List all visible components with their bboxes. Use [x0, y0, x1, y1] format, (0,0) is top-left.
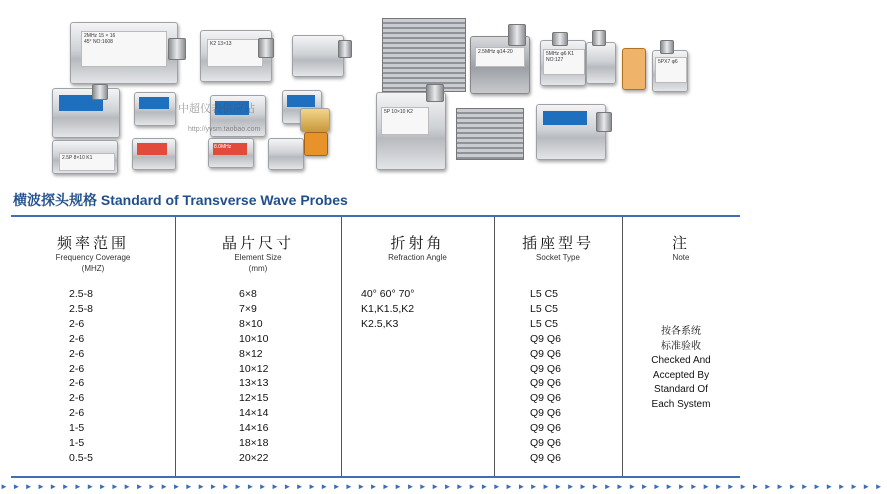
probe-large-2mhz — [70, 22, 178, 84]
column-note — [622, 217, 740, 476]
probe-connector — [508, 24, 526, 46]
probe-flat-bottom-left — [52, 140, 118, 174]
header-en: Element Size (mm) — [234, 253, 282, 273]
probe-label: 2.5MHz φ14-20 — [475, 47, 525, 67]
probe-8mhz — [208, 138, 254, 168]
probe-5p-10x10 — [376, 92, 446, 170]
probe-label: 2.5P 8×10 K1 — [59, 153, 115, 171]
probe-small-top-right — [292, 35, 344, 77]
column-element-size — [175, 217, 342, 476]
probe-label — [543, 111, 587, 125]
table-cell: 12×15 — [239, 392, 269, 405]
probe-orange-right — [622, 48, 646, 90]
header-en: Note — [672, 253, 690, 262]
table-cell: 2.5-8 — [69, 288, 93, 300]
probe-label: 2MHz 15 × 16 45° NO:1608 — [81, 31, 167, 67]
probe-connector — [552, 32, 568, 46]
refraction-angle-values — [361, 287, 414, 332]
probe-connector — [592, 30, 606, 46]
probe-connector — [660, 40, 674, 54]
probe-label: 5MHz φ6 K1 NO:127 — [543, 49, 585, 75]
probe-finned-block — [382, 18, 466, 92]
probe-label: 5PX7 φ6 — [655, 57, 687, 83]
table-cell: 13×13 — [239, 377, 269, 390]
watermark-url: http://yvsm.taobao.com — [188, 126, 261, 133]
table-cell: Q9 Q6 — [530, 347, 561, 360]
probe-small-right-top — [586, 42, 616, 84]
table-cell: Q9 Q6 — [530, 362, 561, 375]
probe-orange — [304, 132, 328, 156]
table-cell: K1,K1.5,K2 — [361, 302, 415, 315]
table-cell: 2.5-8 — [69, 302, 93, 315]
table-cell: 2-6 — [69, 392, 85, 405]
probe-spec-table — [11, 215, 740, 478]
table-cell: K2.5,K3 — [361, 317, 399, 330]
probe-finned-flat — [456, 108, 524, 160]
header-cn: 注 — [671, 234, 690, 252]
table-cell: 8×10 — [239, 317, 263, 330]
table-cell: 10×12 — [239, 362, 269, 375]
table-cell: 2-6 — [69, 377, 85, 390]
column-refraction-angle — [341, 217, 495, 476]
probe-label: 5P 10×10 K2 — [381, 107, 429, 135]
table-cell: 2-6 — [69, 317, 85, 330]
table-cell: 2-6 — [69, 332, 85, 345]
table-cell: Q9 Q6 — [530, 392, 561, 405]
probe-label — [139, 97, 169, 109]
header-cn: 插座型号 — [521, 234, 594, 252]
table-cell: Q9 Q6 — [530, 377, 561, 390]
probe-label — [287, 95, 315, 107]
table-cell: Q9 Q6 — [530, 437, 561, 450]
probe-5mhz — [540, 40, 586, 86]
probe-connector — [168, 38, 186, 60]
header-en: Socket Type — [536, 253, 580, 262]
table-cell: 10×10 — [239, 332, 269, 345]
table-cell: 8×12 — [239, 347, 263, 360]
section-heading: 横波探头规格 Standard of Transverse Wave Probes — [13, 192, 348, 208]
column-socket-type — [494, 217, 623, 476]
table-cell: Q9 Q6 — [530, 407, 561, 420]
table-cell: 40° 60° 70° — [361, 288, 415, 300]
probe-blue-center — [134, 92, 176, 126]
probe-label: 8.0MHz — [213, 143, 247, 155]
watermark-text: 中超仪表供应站 — [178, 103, 255, 115]
table-cell: Q9 Q6 — [530, 451, 561, 464]
table-cell: 2-6 — [69, 362, 85, 375]
probe-connector — [426, 84, 444, 102]
socket-type-values — [530, 287, 561, 466]
note-text: 按各系统 标准验收 Checked And Accepted By Standard Of Each System — [651, 326, 711, 410]
element-size-values — [239, 287, 269, 466]
table-cell: 1-5 — [69, 437, 85, 450]
table-cell: 7×9 — [239, 302, 257, 315]
table-cell: Q9 Q6 — [530, 332, 561, 345]
probe-5pxz — [652, 50, 688, 92]
column-frequency — [11, 217, 176, 476]
probe-connector — [258, 38, 274, 58]
probe-blue-left — [52, 88, 120, 138]
probe-connector — [338, 40, 352, 58]
probe-product-photo — [0, 0, 750, 180]
probe-connector — [596, 112, 612, 132]
probe-red-label — [132, 138, 176, 170]
probe-small-bottom — [268, 138, 304, 170]
header-en: Refraction Angle — [388, 253, 447, 262]
table-cell: 0.5-5 — [69, 451, 93, 464]
table-cell: 6×8 — [239, 288, 257, 300]
table-cell: 18×18 — [239, 437, 269, 450]
header-en: Frequency Coverage (MHZ) — [55, 253, 131, 273]
table-cell: L5 C5 — [530, 302, 559, 315]
probe-label — [137, 143, 167, 155]
probe-label: K2 13×13 — [207, 39, 263, 67]
probe-gold-pins — [300, 108, 330, 132]
table-cell: 2-6 — [69, 407, 85, 420]
header-cn: 频率范围 — [56, 234, 129, 252]
table-cell: 1-5 — [69, 422, 85, 435]
table-cell: 20×22 — [239, 451, 269, 464]
table-cell: 2-6 — [69, 347, 85, 360]
header-cn: 晶片尺寸 — [221, 234, 294, 252]
table-cell: L5 C5 — [530, 288, 559, 300]
table-cell: L5 C5 — [530, 317, 559, 330]
header-cn: 折射角 — [390, 234, 445, 252]
table-cell: 14×16 — [239, 422, 269, 435]
table-cell: Q9 Q6 — [530, 422, 561, 435]
arrow-divider: ►►►►►►►►►►►►►►►►►►►►►►►►►►►►►►►►►►►►►►►►►►►►►►►►►►►►►►►►►►►►►►►►►►►►►►►► — [0, 482, 887, 491]
table-cell: 14×14 — [239, 407, 269, 420]
probe-connector — [92, 84, 108, 100]
frequency-values — [69, 287, 93, 466]
